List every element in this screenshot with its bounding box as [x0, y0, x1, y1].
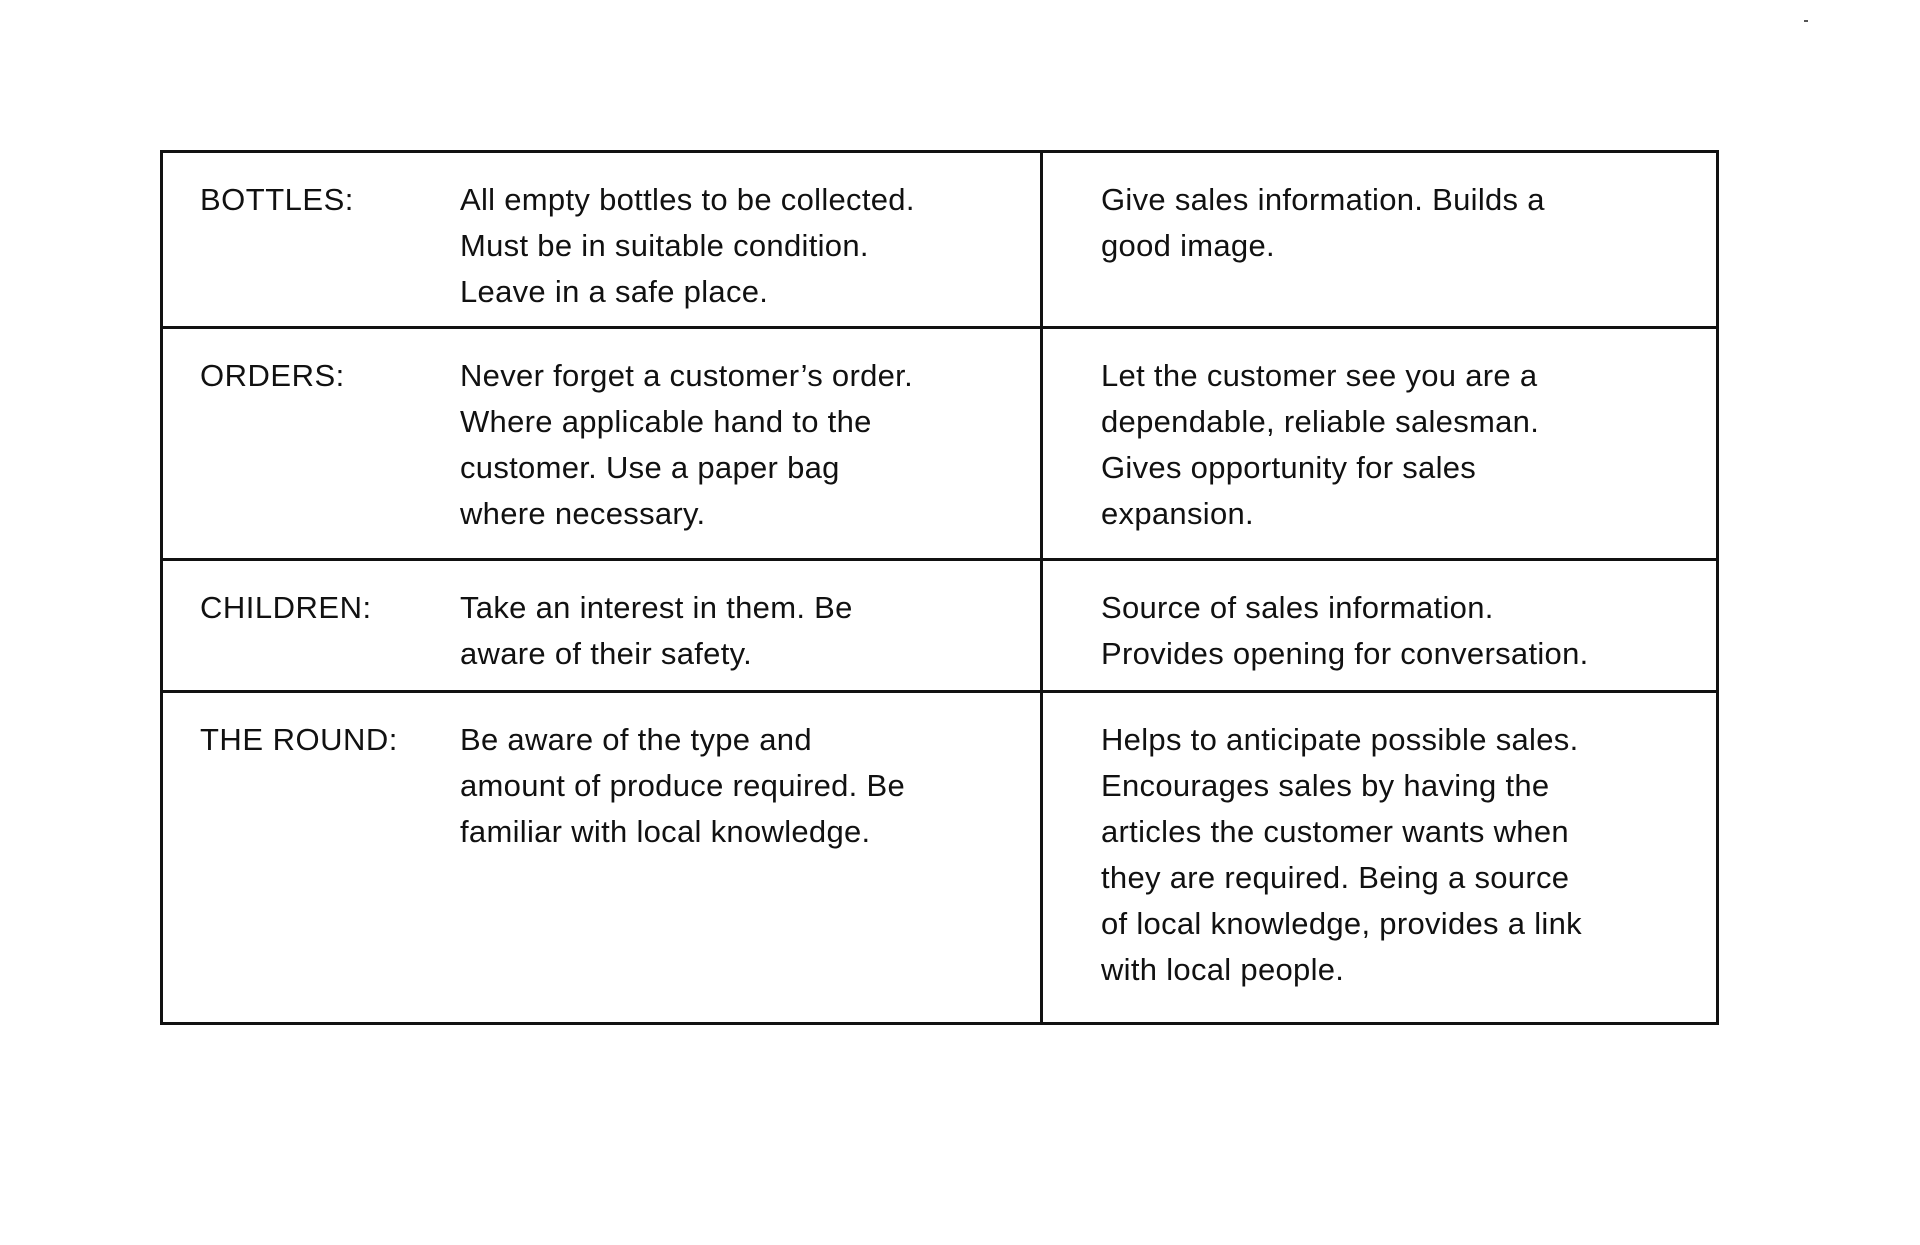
- row-label: ORDERS:: [200, 358, 345, 393]
- row-label: CHILDREN:: [200, 590, 372, 625]
- text-line: with local people.: [1101, 952, 1345, 987]
- table-row-children: [163, 561, 1716, 693]
- text-line: Where applicable hand to the: [460, 404, 872, 439]
- text-line: Encourages sales by having the: [1101, 768, 1550, 803]
- table-row-orders: [163, 329, 1716, 561]
- benefit-cell: [1043, 329, 1716, 558]
- text-line: Leave in a safe place.: [460, 274, 769, 309]
- text-line: dependable, reliable salesman.: [1101, 404, 1540, 439]
- text-line: Be aware of the type and: [460, 722, 812, 757]
- text-line: familiar with local knowledge.: [460, 814, 871, 849]
- scan-speck: [1804, 20, 1808, 22]
- table-row-the-round: [163, 693, 1716, 1022]
- action-text: [460, 717, 905, 998]
- text-line: amount of produce required. Be: [460, 768, 905, 803]
- row-label: THE ROUND:: [200, 722, 398, 757]
- topic-action-cell: [163, 329, 1043, 558]
- action-text: [460, 353, 913, 534]
- topic-action-cell: [163, 561, 1043, 690]
- text-line: they are required. Being a source: [1101, 860, 1570, 895]
- benefit-cell: [1043, 561, 1716, 690]
- topic-action-cell: [163, 693, 1043, 1022]
- text-line: Gives opportunity for sales: [1101, 450, 1477, 485]
- text-line: of local knowledge, provides a link: [1101, 906, 1582, 941]
- text-line: Never forget a customer’s order.: [460, 358, 913, 393]
- table-row-bottles: [163, 153, 1716, 329]
- text-line: expansion.: [1101, 496, 1254, 531]
- text-line: Helps to anticipate possible sales.: [1101, 722, 1579, 757]
- text-line: articles the customer wants when: [1101, 814, 1569, 849]
- text-line: customer. Use a paper bag: [460, 450, 840, 485]
- benefit-cell: [1043, 153, 1716, 326]
- row-label: BOTTLES:: [200, 182, 354, 217]
- text-line: Source of sales information.: [1101, 590, 1494, 625]
- text-line: Provides opening for conversation.: [1101, 636, 1589, 671]
- topic-action-cell: [163, 153, 1043, 326]
- text-line: Let the customer see you are a: [1101, 358, 1538, 393]
- text-line: aware of their safety.: [460, 636, 753, 671]
- text-line: All empty bottles to be collected.: [460, 182, 915, 217]
- text-line: good image.: [1101, 228, 1275, 263]
- text-line: where necessary.: [460, 496, 706, 531]
- text-line: Take an interest in them. Be: [460, 590, 853, 625]
- guidelines-table: [160, 150, 1719, 1025]
- action-text: [460, 585, 853, 671]
- benefit-cell: [1043, 693, 1716, 1022]
- text-line: Give sales information. Builds a: [1101, 182, 1545, 217]
- text-line: Must be in suitable condition.: [460, 228, 869, 263]
- action-text: [460, 177, 915, 309]
